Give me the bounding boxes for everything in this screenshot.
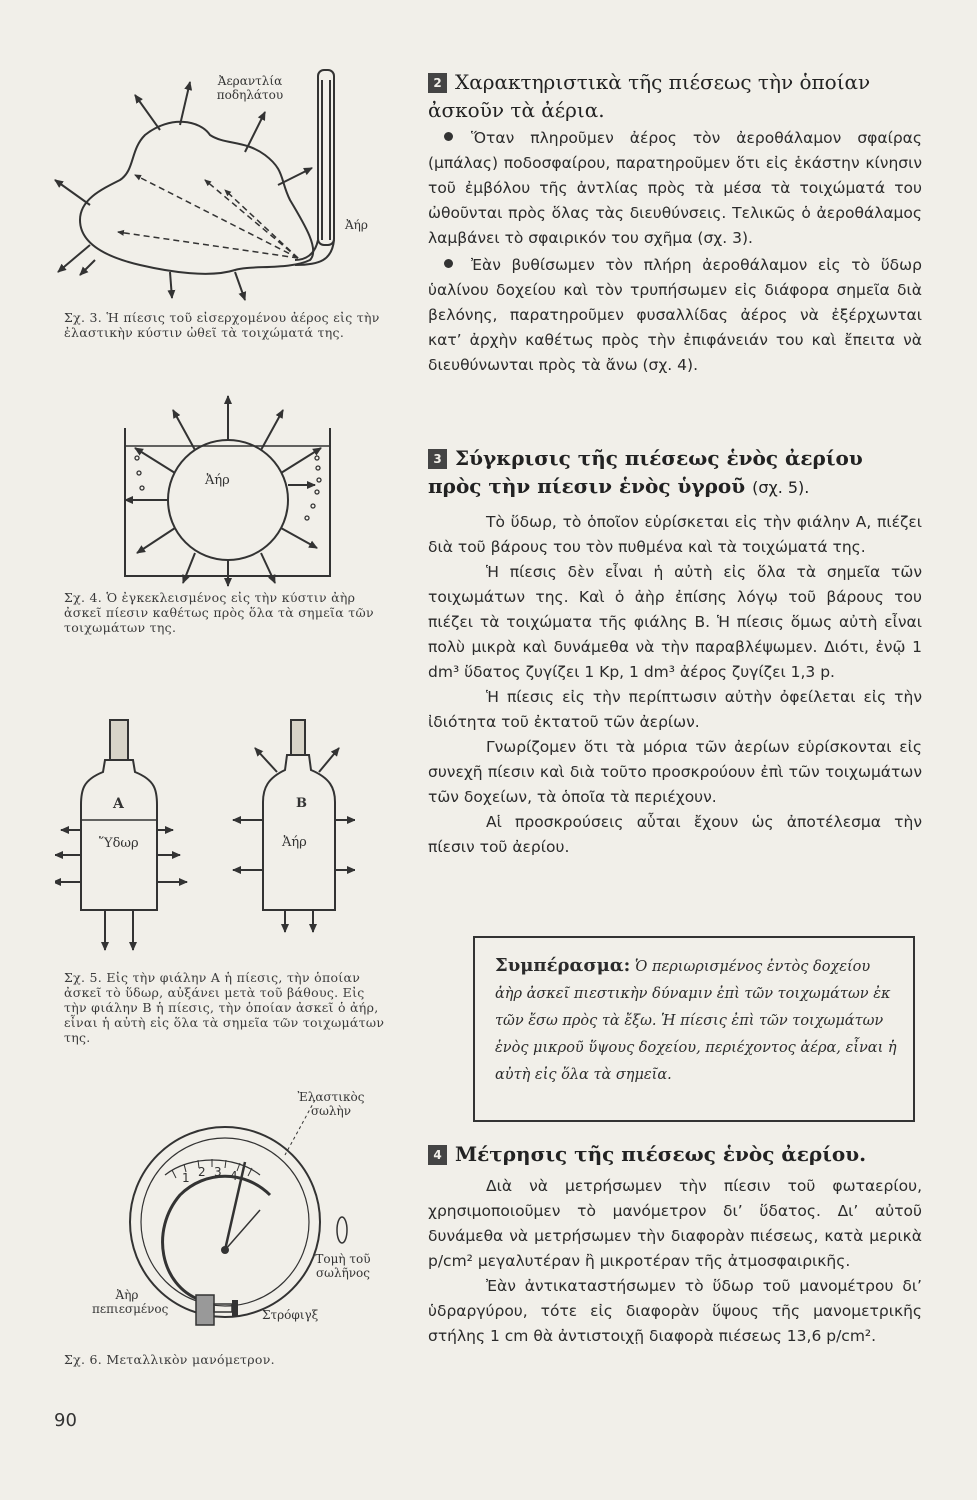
water-vessel bbox=[125, 428, 330, 576]
dial-number-4: 4 bbox=[230, 1169, 238, 1183]
fig4-air-label: Ἀήρ bbox=[205, 473, 230, 488]
fig3-caption: Σχ. 3. Ἡ πίεσις τοῦ εἰσερχομένου ἀέρος εἰς τὴν ἐλαστικὴν κύστιν ὠθεῖ τὰ τοιχώματά της. bbox=[64, 310, 380, 340]
section-2-bullet-2: Ἐὰν βυθίσωμεν τὸν πλήρη ἀεροθάλαμον εἰς τὸ ὕδωρ ὑαλίνου δοχείου καὶ τὸν τρυπήσωμεν εἰς διάφορα σημεῖα διὰ βελόνης, παρατηροῦμεν φυσαλλίδας ἀέρος νὰ ἐξέρχωνται κατ’ ἀρχὴν καθέτως πρὸς τὴν ἐπιφάνειάν του καὶ ἔπειτα νὰ διευθύνωνται πρὸς τὰ ἄνω (σχ. 4). bbox=[428, 256, 922, 374]
section-2-title: Χαρακτηριστικὰ τῆς πιέσεως τὴν ὁποίαν ἀσκοῦν τὰ ἀέρια. bbox=[428, 70, 871, 122]
section-3-title: Σύγκρισις τῆς πιέσεως ἑνὸς ἀερίου πρὸς τὴν πίεσιν ἑνὸς ὑγροῦ bbox=[428, 446, 863, 498]
section-3-paragraph-1: Τὸ ὕδωρ, τὸ ὁποῖον εὑρίσκεται εἰς τὴν φιάλην Α, πιέζει διὰ τοῦ βάρους του τὸν πυθμένα καὶ τὰ τοιχώματά της. bbox=[428, 513, 922, 556]
fig5-air-label: Ἀήρ bbox=[282, 835, 307, 850]
section-4-heading bbox=[428, 1140, 922, 1168]
conclusion-box bbox=[473, 936, 915, 1122]
section-2-heading bbox=[428, 68, 922, 124]
section-2-bullet-1: Ὅταν πληροῦμεν ἀέρος τὸν ἀεροθάλαμον σφαίρας (μπάλας) ποδοσφαίρου, παρατηροῦμεν ὅτι εἰς ἑκάστην κίνησιν τοῦ ἐμβόλου τῆς ἀντλίας πρὸς τὰ μέσα τὰ τοιχώματά του ὠθοῦνται πρὸς ὅλας τὰς διευθύνσεις. Τελικῶς ὁ ἀεροθάλαμος λαμβάνει τὸ σφαιρικόν του σχῆμα (σχ. 3). bbox=[428, 129, 922, 247]
elastic-tube-label: Ἐλαστικὸς σωλὴν bbox=[297, 1090, 365, 1118]
bourdon-tube bbox=[163, 1176, 270, 1300]
fig5-caption: Σχ. 5. Εἰς τὴν φιάλην Α ἡ πίεσις, τὴν ὁποίαν ἀσκεῖ τὸ ὕδωρ, αὐξάνει μετὰ τοῦ βάθους. Εἰς τὴν φιάλην Β ἡ πίεσις, τὴν ὁποίαν ἀσκεῖ ὁ ἀήρ, εἶναι ἡ αὐτὴ εἰς ὅλα τὰ σημεῖα τῶν τοιχωμάτων της. bbox=[64, 970, 385, 1045]
section-4-paragraph-1: Διὰ νὰ μετρήσωμεν τὴν πίεσιν τοῦ φωταερίου, χρησιμοποιοῦμεν τὸ μανόμετρον δι’ ὕδατος. Δι’ αὐτοῦ δυνάμεθα νὰ μετρήσωμεν τὴν διαφορὰν πιέσεως, κατὰ μερικὰ p/cm² μεγαλυτέραν ἢ μικροτέραν τῆς ἀτμοσφαιρικῆς. bbox=[428, 1177, 922, 1270]
needle-pivot bbox=[221, 1246, 229, 1254]
section-4-title: Μέτρησις τῆς πιέσεως ἑνὸς ἀερίου. bbox=[455, 1142, 867, 1166]
fig3-air-label: Ἀήρ bbox=[345, 218, 368, 232]
section-3-title-ref: (σχ. 5). bbox=[752, 478, 810, 497]
inlet-fitting bbox=[196, 1295, 214, 1325]
bottle-a-label: A bbox=[113, 796, 124, 812]
conclusion-lead: Συμπέρασμα: bbox=[495, 955, 631, 976]
radial-pressure-arrows bbox=[125, 396, 321, 586]
main-text-column bbox=[428, 68, 922, 378]
bullet-icon bbox=[444, 132, 453, 141]
section-4 bbox=[428, 1140, 922, 1349]
section-4-paragraph-2: Ἐὰν ἀντικαταστήσωμεν τὸ ὕδωρ τοῦ μανομέτρου δι’ ὑδραργύρου, τότε εἰς διαφορὰν ὕψους τῆς μανομετρικῆς στήλης 1 cm θὰ ἀντιστοιχῇ διαφορὰ πιέσεως 13,6 p/cm². bbox=[428, 1277, 922, 1345]
dial-number-1: 1 bbox=[182, 1171, 190, 1185]
section-2-number: 2 bbox=[428, 73, 447, 93]
bladder-outline bbox=[80, 122, 313, 274]
bullet-icon bbox=[444, 259, 453, 268]
valve-knob[interactable] bbox=[232, 1300, 238, 1316]
section-3-number: 3 bbox=[428, 449, 447, 469]
section-3-paragraph-3: Ἡ πίεσις εἰς τὴν περίπτωσιν αὐτὴν ὀφείλεται εἰς τὴν ἰδιότητα τοῦ ἐκτατοῦ τῶν ἀερίων. bbox=[428, 688, 922, 731]
water-label: Ὕδωρ bbox=[99, 836, 139, 851]
pump-tube bbox=[295, 70, 334, 265]
section-3-paragraph-4: Γνωρίζομεν ὅτι τὰ μόρια τῶν ἀερίων εὑρίσκονται εἰς συνεχῆ πίεσιν καὶ διὰ τοῦτο προσκρούουν ἐπὶ τῶν τοιχωμάτων τῶν δοχείων, τὰ ὁποῖα τὰ περιέχουν. bbox=[428, 738, 922, 806]
pressed-air-label: Ἀὴρ πεπιεσμένος bbox=[92, 1288, 169, 1316]
fig3-pump-label: Ἀεραντλία ποδηλάτου bbox=[216, 74, 284, 102]
dial-number-2: 2 bbox=[198, 1165, 206, 1179]
bottle-b-label: B bbox=[296, 796, 307, 811]
section-3-paragraph-2: Ἡ πίεσις δὲν εἶναι ἡ αὐτὴ εἰς ὅλα τὰ σημεῖα τῶν τοιχωμάτων της. Καὶ ὁ ἀὴρ ἐπίσης λόγῳ τοῦ βάρους του πιέζει τὰ τοιχώματα τῆς φιάλης Β. Ἡ πίεσις ὅμως αὐτὴ εἶναι πολὺ μικρὰ καὶ δυνάμεθα νὰ τὴν παραβλέψωμεν. Διότι, ἐνῷ 1 dm³ ὕδατος ζυγίζει 1 Kp, 1 dm³ ἀέρος ζυγίζει 1,3 p. bbox=[428, 563, 922, 681]
bottle-b bbox=[263, 720, 335, 910]
figure-4-bladder-in-water bbox=[95, 388, 355, 588]
bottle-a bbox=[81, 720, 157, 910]
fig6-caption: Σχ. 6. Μεταλλικὸν μανόμετρον. bbox=[64, 1352, 275, 1367]
fig4-caption: Σχ. 4. Ὁ ἐγκεκλεισμένος εἰς τὴν κύστιν ἀὴρ ἀσκεῖ πίεσιν καθέτως πρὸς ὅλα τὰ σημεῖα τῶν τοιχωμάτων της. bbox=[64, 590, 374, 635]
section-3-paragraph-5: Αἱ προσκρούσεις αὗται ἔχουν ὡς ἀποτέλεσμα τὴν πίεσιν τοῦ ἀερίου. bbox=[428, 813, 922, 856]
page-number: 90 bbox=[54, 1410, 77, 1431]
section-3 bbox=[428, 444, 922, 860]
inner-dashed-arrows bbox=[118, 175, 298, 258]
conclusion-text: Συμπέρασμα: Ὁ περιωρισμένος ἐντὸς δοχείου ἀὴρ ἀσκεῖ πιεστικὴν δύναμιν ἐπὶ τῶν τοιχωμάτων ἐκ τῶν ἔσω πρὸς τὰ ἔξω. Ἡ πίεσις ἐπὶ τῶν τοιχωμάτων ἑνὸς μικροῦ ὕψους δοχείου, περιέχοντος ἀέρα, εἶναι ἡ αὐτὴ εἰς ὅλα τὰ σημεῖα. bbox=[495, 955, 897, 1083]
bladder-sphere bbox=[168, 440, 288, 560]
section-3-heading bbox=[428, 444, 922, 502]
dial-number-3: 3 bbox=[214, 1165, 222, 1179]
tube-section-label: Τομὴ τοῦ σωλῆνος bbox=[315, 1252, 371, 1280]
tube-section bbox=[337, 1217, 347, 1243]
valve-label: Στρόφιγξ bbox=[262, 1308, 319, 1322]
section-4-number: 4 bbox=[428, 1145, 447, 1165]
